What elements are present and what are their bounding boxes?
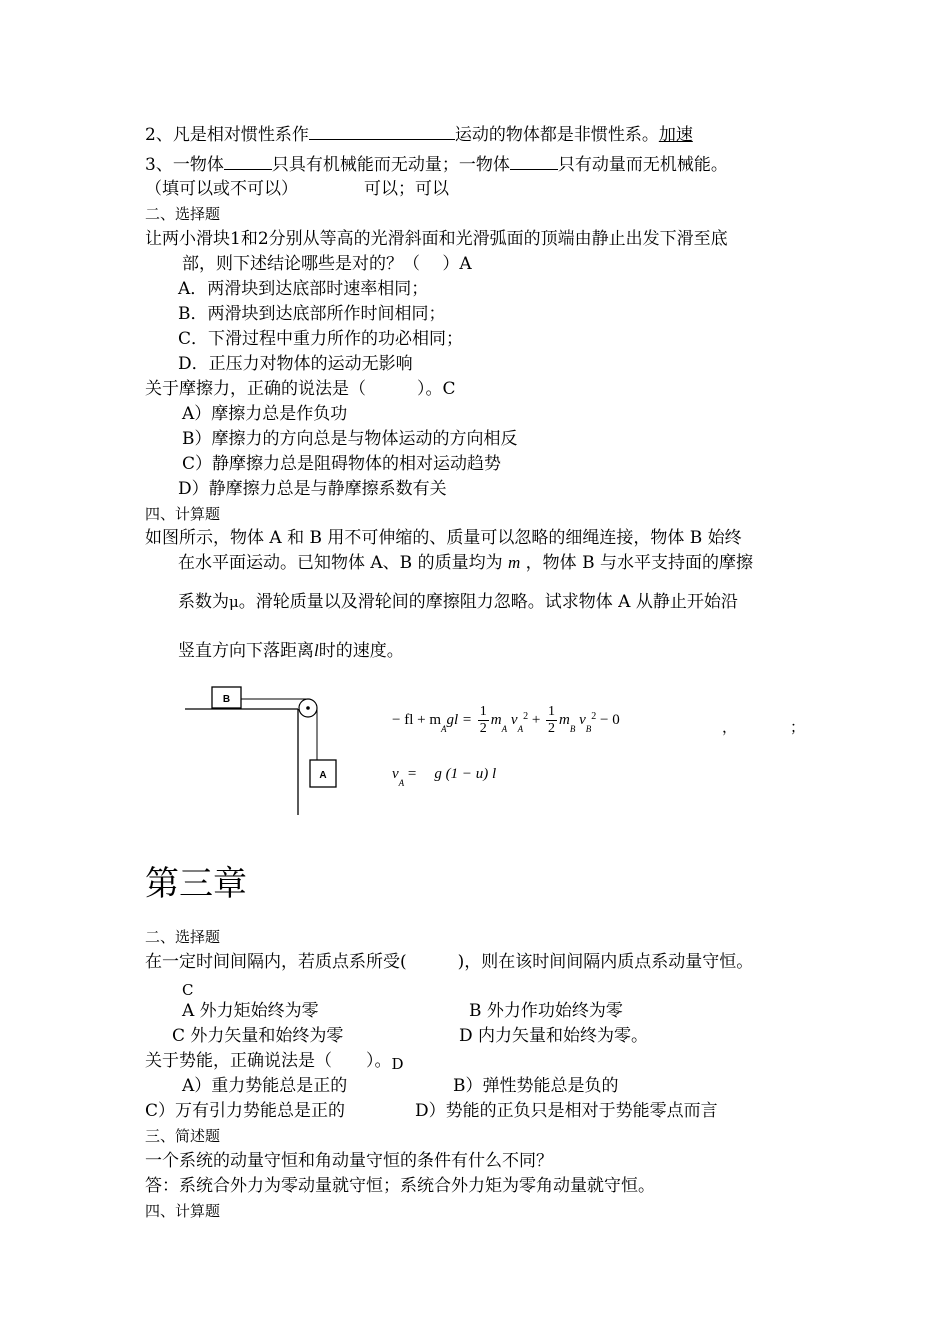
block-a-label: A [319, 770, 327, 781]
problem-text-part: 时的速度。 [318, 641, 404, 661]
problem-text [178, 640, 404, 662]
eq-term: m [559, 711, 570, 728]
option: C．下滑过程中重力所作的功必相同； [178, 329, 464, 349]
pulley-axle [306, 706, 310, 710]
option: D）势能的正负只是相对于势能零点而言 [415, 1101, 718, 1121]
option: A 外力矩始终为零 [182, 1001, 319, 1021]
pulley-diagram [180, 682, 340, 822]
eq-superscript: 2 [591, 710, 597, 722]
option: B 外力作功始终为零 [469, 1001, 623, 1021]
fill-q2-suffix: 运动的物体都是非惯性系。 [454, 125, 659, 145]
problem-text-part: ，物体 B 与水平支持面的摩擦 [525, 553, 753, 573]
eq-semicolon: ； [790, 720, 806, 736]
answer: D [391, 1055, 404, 1073]
option: B）弹性势能总是负的 [453, 1076, 619, 1096]
fraction [546, 704, 557, 737]
option: D）静摩擦力总是与静摩擦系数有关 [178, 479, 447, 499]
eq-term: = [407, 766, 417, 782]
eq-term: m [490, 711, 502, 728]
eq-term: − fl + m [392, 711, 441, 728]
option: D．正压力对物体的运动无影响 [178, 354, 413, 374]
eq-term: − 0 [600, 711, 620, 728]
option: C 外力矢量和始终为零 [172, 1026, 344, 1046]
problem-text-part: 在水平面运动。已知物体 A、B 的质量均为 [178, 553, 503, 573]
fill-q3 [145, 153, 728, 176]
fill-q3-hint: （填可以或不可以） [145, 179, 298, 199]
option: D 内力矢量和始终为零。 [459, 1026, 649, 1046]
fill-q3-part3: 只有动量而无机械能。 [557, 155, 728, 175]
question-stem: 在一定时间间隔内，若质点系所受( )，则在该时间间隔内质点系动量守恒。 [145, 952, 754, 972]
fill-q3-part2: 只具有机械能而无动量；一物体 [271, 155, 510, 175]
eq-term: gl = [446, 711, 473, 728]
question-stem [145, 1050, 404, 1075]
problem-text-part: 竖直方向下落距离 [178, 641, 314, 661]
fill-q3-line2 [145, 178, 449, 200]
section-heading: 四、计算题 [145, 505, 221, 523]
option: A）重力势能总是正的 [182, 1076, 348, 1096]
eq-term: v [510, 711, 518, 728]
fill-q3-part1: 3、一物体 [145, 155, 224, 175]
eq-subscript: B [585, 723, 592, 734]
short-answer: 答：系统合外力为零动量就守恒；系统合外力矩为零角动量就守恒。 [145, 1176, 655, 1196]
short-question: 一个系统的动量守恒和角动量守恒的条件有什么不同？ [145, 1151, 553, 1171]
problem-text-part: 系数为 [178, 592, 229, 612]
eq-subscript: A [398, 778, 405, 788]
blank [510, 153, 558, 170]
answer: C [182, 981, 194, 999]
question-stem: 让两小滑块1和2分别从等高的光滑斜面和光滑弧面的顶端由静止出发下滑至底 [145, 229, 728, 249]
eq-term: + [531, 711, 541, 728]
fill-q3-answer: 可以；可以 [364, 179, 449, 199]
fraction-den: 2 [548, 721, 556, 736]
question-stem-text: 关于势能，正确说法是（ ）。 [145, 1051, 392, 1071]
eq-superscript: 2 [523, 710, 529, 722]
option: B）摩擦力的方向总是与物体运动的方向相反 [182, 429, 518, 449]
fill-q2-answer: 加速 [658, 125, 693, 145]
problem-text: 如图所示，物体 A 和 B 用不可伸缩的、质量可以忽略的细绳连接，物体 B 始终 [145, 528, 742, 548]
option: A．两滑块到达底部时速率相同； [178, 279, 429, 299]
eq-term: v [392, 766, 399, 782]
block-b-label: B [222, 694, 231, 705]
fill-q2-prefix: 2、凡是相对惯性系作 [145, 125, 309, 145]
section-heading: 二、选择题 [145, 205, 221, 223]
mass-symbol: m [507, 553, 521, 572]
blank [224, 153, 272, 170]
eq-subscript: A [441, 723, 447, 734]
option: A）摩擦力总是作负功 [182, 404, 348, 424]
problem-text [178, 552, 753, 574]
question-stem: 部，则下述结论哪些是对的？（ ）A [182, 254, 472, 274]
problem-text [178, 591, 738, 613]
option: C）静摩擦力总是阻碍物体的相对运动趋势 [182, 454, 502, 474]
question-stem: 关于摩擦力，正确的说法是（ ）。C [145, 379, 456, 399]
eq-term: g (1 − u) l [434, 766, 497, 782]
section-heading: 三、简述题 [145, 1127, 221, 1145]
option: C）万有引力势能总是正的 [145, 1101, 346, 1121]
option: B．两滑块到达底部所作时间相同； [178, 304, 446, 324]
fraction [478, 704, 489, 737]
eq-subscript: A [517, 723, 524, 734]
energy-equation [392, 704, 620, 737]
eq-subscript: B [569, 723, 576, 734]
length-symbol: l [314, 641, 319, 660]
section-heading: 四、计算题 [145, 1202, 221, 1220]
problem-text-part: 。滑轮质量以及滑轮间的摩擦阻力忽略。试求物体 A 从静止开始沿 [238, 592, 738, 612]
fraction-num: 1 [479, 704, 487, 719]
blank [309, 123, 455, 140]
section-heading: 二、选择题 [145, 928, 221, 946]
velocity-equation [392, 766, 496, 788]
eq-subscript: A [501, 723, 508, 734]
fraction-den: 2 [479, 721, 487, 736]
fraction-num: 1 [548, 704, 556, 719]
fill-q2 [145, 123, 693, 146]
mu-symbol: μ [229, 593, 239, 611]
eq-comma: ， [722, 720, 738, 736]
eq-term: v [579, 711, 586, 728]
chapter-title: 第三章 [145, 864, 247, 904]
